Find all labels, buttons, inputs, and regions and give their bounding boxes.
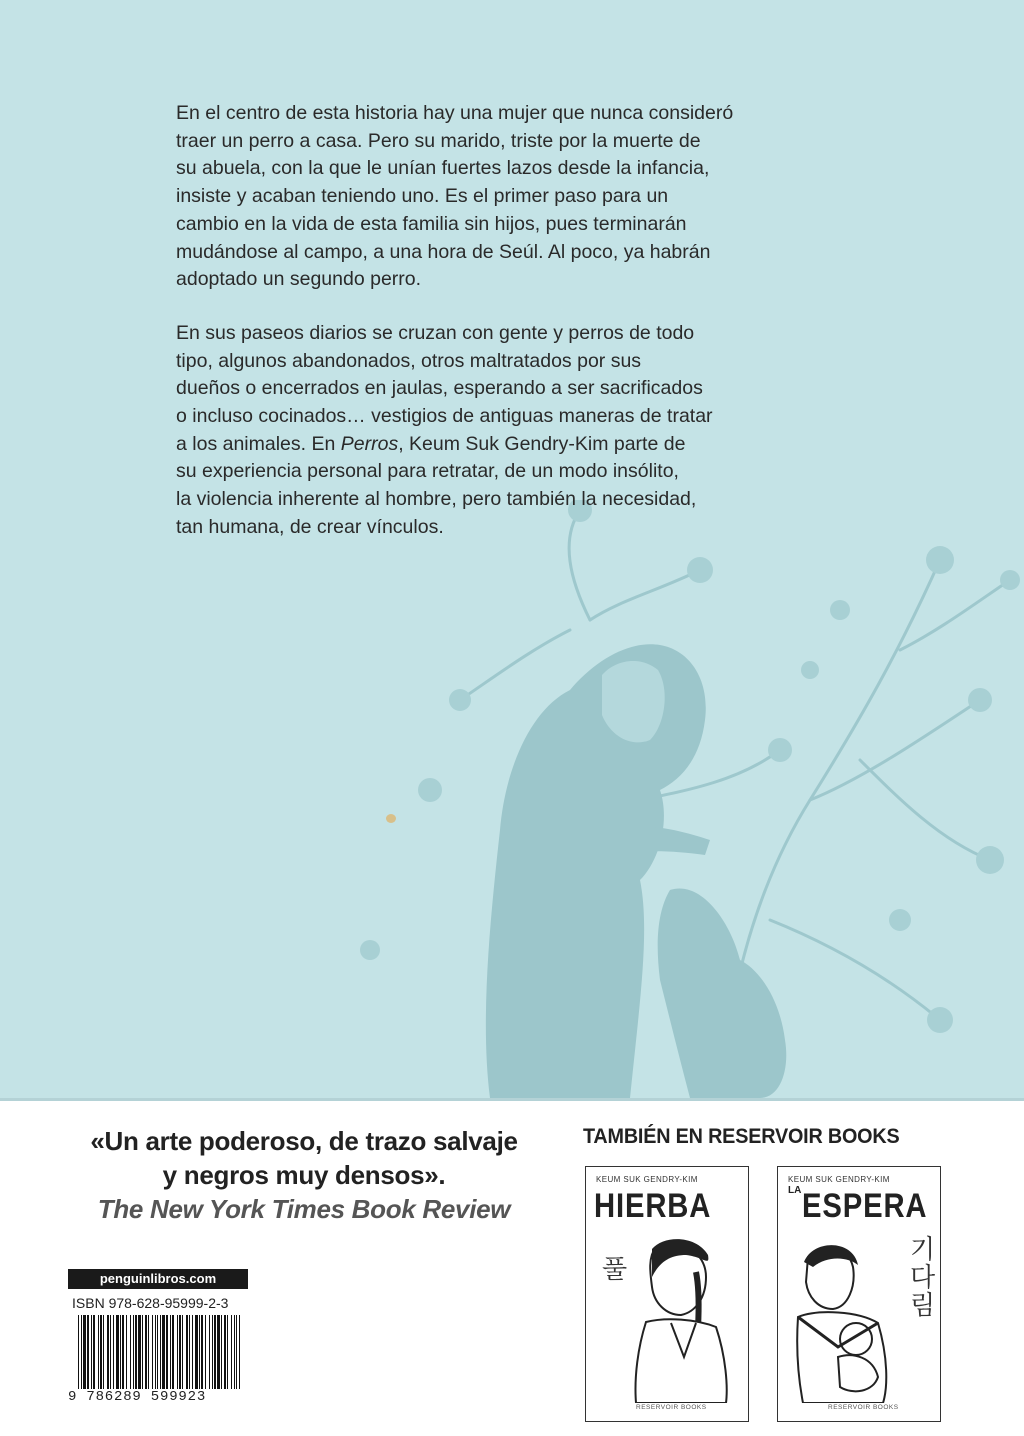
barcode-bar	[91, 1315, 92, 1393]
barcode-bar	[133, 1315, 134, 1393]
barcode-bar	[160, 1315, 161, 1393]
synopsis-text	[176, 100, 856, 542]
barcode-bar	[192, 1315, 193, 1393]
synopsis-paragraph-2	[176, 320, 856, 542]
synopsis-text-span: , Keum Suk Gendry-Kim parte de su experiencia personal para retratar, de un modo insólito, la violencia inherente al hombre, pero también la necesidad, tan humana, de crear vínculos.	[176, 432, 697, 538]
barcode-bar	[177, 1315, 178, 1393]
barcode-bar	[138, 1315, 141, 1393]
barcode-bar	[98, 1315, 99, 1393]
barcode-bar	[162, 1315, 165, 1393]
barcode-bar	[166, 1315, 168, 1393]
barcode-bar	[130, 1315, 131, 1393]
barcode-block	[68, 1269, 248, 1407]
book-publisher: RESERVOIR BOOKS	[636, 1404, 707, 1411]
book-korean-title: 기다림	[905, 1235, 935, 1319]
publisher-url: penguinlibros.com	[68, 1269, 248, 1289]
barcode-bar	[87, 1315, 89, 1393]
barcode-bar	[217, 1315, 220, 1393]
book-author: KEUM SUK GENDRY-KIM	[596, 1175, 698, 1184]
stain-mark	[386, 814, 396, 823]
barcode-bar	[201, 1315, 203, 1393]
barcode-bar	[221, 1315, 222, 1393]
barcode-bar	[231, 1315, 232, 1393]
barcode-bar	[205, 1315, 206, 1393]
barcode-bar	[126, 1315, 127, 1393]
synopsis-paragraph-1: En el centro de esta historia hay una mujer que nunca consideró traer un perro a casa. Pero su marido, triste por la muerte de su abuela, con la que le unían fuertes lazos desde la infancia, insiste y acaban teniendo uno. Es el primer paso para un cambio en la vida de esta familia sin hijos, pues terminarán mudándose al campo, a una hora de Seúl. Al poco, ya habrán adoptado un segundo perro.	[176, 102, 734, 291]
barcode-bar	[122, 1315, 124, 1393]
book-publisher: RESERVOIR BOOKS	[828, 1404, 899, 1411]
barcode-bar	[120, 1315, 121, 1393]
barcode-bar	[224, 1315, 226, 1393]
blurb-source: The New York Times Book Review	[97, 1194, 511, 1224]
barcode-bar	[214, 1315, 216, 1393]
barcode-bar	[227, 1315, 228, 1393]
barcode	[68, 1315, 248, 1407]
also-available-heading: TAMBIÉN EN RESERVOIR BOOKS	[583, 1124, 900, 1148]
book-cover-la-espera	[777, 1166, 941, 1422]
book-title: ESPERA	[802, 1187, 928, 1225]
barcode-bar	[145, 1315, 147, 1393]
barcode-bar	[186, 1315, 188, 1393]
barcode-bar	[209, 1315, 210, 1393]
barcode-bar	[110, 1315, 111, 1393]
press-blurb	[58, 1124, 550, 1226]
book-title: HIERBA	[594, 1187, 712, 1225]
barcode-bar	[116, 1315, 119, 1393]
barcode-bar	[182, 1315, 183, 1393]
isbn-label: ISBN 978-628-95999-2-3	[72, 1295, 229, 1311]
barcode-bar	[212, 1315, 213, 1393]
blurb-quote: «Un arte poderoso, de trazo salvaje y negros muy densos».	[90, 1126, 518, 1190]
barcode-bar	[93, 1315, 95, 1393]
barcode-bar	[107, 1315, 109, 1393]
barcode-bar	[179, 1315, 181, 1393]
barcode-bar	[172, 1315, 174, 1393]
barcode-bar	[155, 1315, 156, 1393]
barcode-digits: 9 786289 599923	[68, 1389, 248, 1407]
barcode-bar	[195, 1315, 198, 1393]
book-author: KEUM SUK GENDRY-KIM	[788, 1175, 890, 1184]
barcode-bar	[234, 1315, 235, 1393]
barcode-bar	[142, 1315, 143, 1393]
book-cover-hierba	[585, 1166, 749, 1422]
barcode-bar	[239, 1315, 240, 1393]
book-title-prefix: LA	[788, 1185, 802, 1196]
barcode-bar	[81, 1315, 82, 1393]
barcode-bar	[83, 1315, 86, 1393]
barcode-bar	[199, 1315, 200, 1393]
barcode-bar	[103, 1315, 104, 1393]
barcode-bar	[78, 1315, 79, 1393]
barcode-bar	[236, 1315, 237, 1393]
barcode-bar	[113, 1315, 114, 1393]
barcode-bar	[189, 1315, 190, 1393]
book-korean-title: 풀	[597, 1255, 627, 1283]
woman-and-dog-blossom-illustration	[340, 500, 1024, 1098]
girl-portrait-illustration	[586, 1227, 749, 1403]
barcode-bar	[135, 1315, 137, 1393]
barcode-bar	[100, 1315, 102, 1393]
book-title-italic: Perros	[340, 432, 399, 455]
barcode-bar	[170, 1315, 171, 1393]
synopsis-text-span: En sus paseos diarios se cruzan con gente y perros de todo tipo, algunos abandonados, otros maltratados por sus dueños o encerrados en jaulas, esperando a ser sacrificados o incluso cocinados… vestigios de antiguas maneras de tratar a los animales. En	[176, 321, 713, 455]
barcode-bar	[157, 1315, 158, 1393]
barcode-bar	[152, 1315, 153, 1393]
barcode-bar	[148, 1315, 149, 1393]
